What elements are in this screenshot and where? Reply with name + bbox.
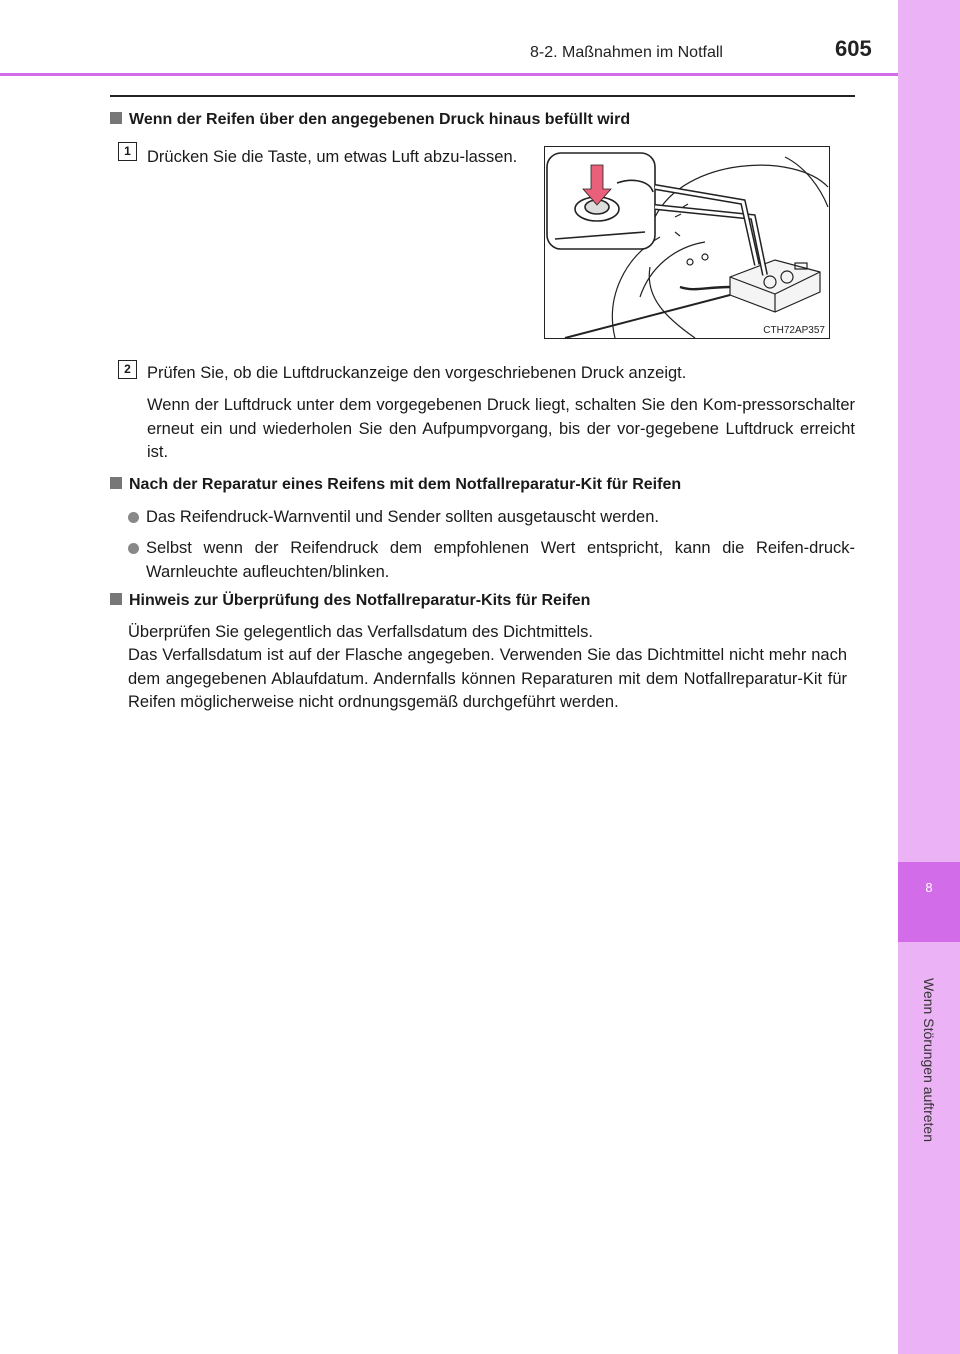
- section-heading-kit-check: Hinweis zur Überprüfung des Notfallreparatur-Kits für Reifen: [110, 592, 590, 610]
- chapter-number-box: [898, 862, 960, 942]
- kit-check-line-2: Das Verfallsdatum ist auf der Flasche angegeben. Verwenden Sie das Dichtmittel nicht mehr nach dem angegebenen Ablaufdatum. Andernfalls können Reparaturen mit dem Notfallreparatur-Kit für Reifen möglicherweise nicht ordnungsgemäß durchgeführt werden.: [128, 646, 847, 711]
- step-2-text: Prüfen Sie, ob die Luftdruckanzeige den vorgeschriebenen Druck anzeigt.: [147, 364, 687, 382]
- section-heading-overinflated: Wenn der Reifen über den angegebenen Druck hinaus befüllt wird: [110, 111, 630, 129]
- step-number-2: 2: [118, 360, 137, 379]
- section-heading-after-repair: Nach der Reparatur eines Reifens mit dem Notfallreparatur-Kit für Reifen: [110, 476, 681, 494]
- figure-code: CTH72AP357: [763, 325, 825, 336]
- square-bullet-icon: [110, 112, 122, 124]
- section-header: 8-2. Maßnahmen im Notfall: [530, 44, 723, 61]
- compressor-illustration: [544, 146, 830, 339]
- content-top-rule: [110, 95, 855, 97]
- list-item: Das Reifendruck-Warnventil und Sender sollten ausgetauscht werden.: [128, 506, 855, 530]
- chapter-side-tab: [898, 0, 960, 1354]
- kit-check-line-1: Überprüfen Sie gelegentlich das Verfallsdatum des Dichtmittels.: [128, 623, 593, 641]
- step-number-1: 1: [118, 142, 137, 161]
- list-item: Selbst wenn der Reifendruck dem empfohlenen Wert entspricht, kann die Reifen-druck-Warnleuchte aufleuchten/blinken.: [128, 537, 855, 584]
- square-bullet-icon: [110, 593, 122, 605]
- chapter-number: 8: [925, 880, 933, 895]
- square-bullet-icon: [110, 477, 122, 489]
- page-number: 605: [835, 36, 872, 61]
- step-1-text: Drücken Sie die Taste, um etwas Luft abzu-lassen.: [147, 148, 518, 166]
- compressor-drawing: [545, 147, 829, 338]
- header-rule: [0, 73, 898, 76]
- chapter-title: Wenn Störungen auftreten: [921, 978, 937, 1142]
- bullet-dot-icon: [128, 543, 139, 554]
- step-2-note: Wenn der Luftdruck unter dem vorgegebenen Druck liegt, schalten Sie den Kom-pressorschalter erneut ein und wiederholen Sie den Aufpumpvorgang, bis der vor-gegebene Luftdruck erreicht ist.: [147, 396, 855, 461]
- bullet-dot-icon: [128, 512, 139, 523]
